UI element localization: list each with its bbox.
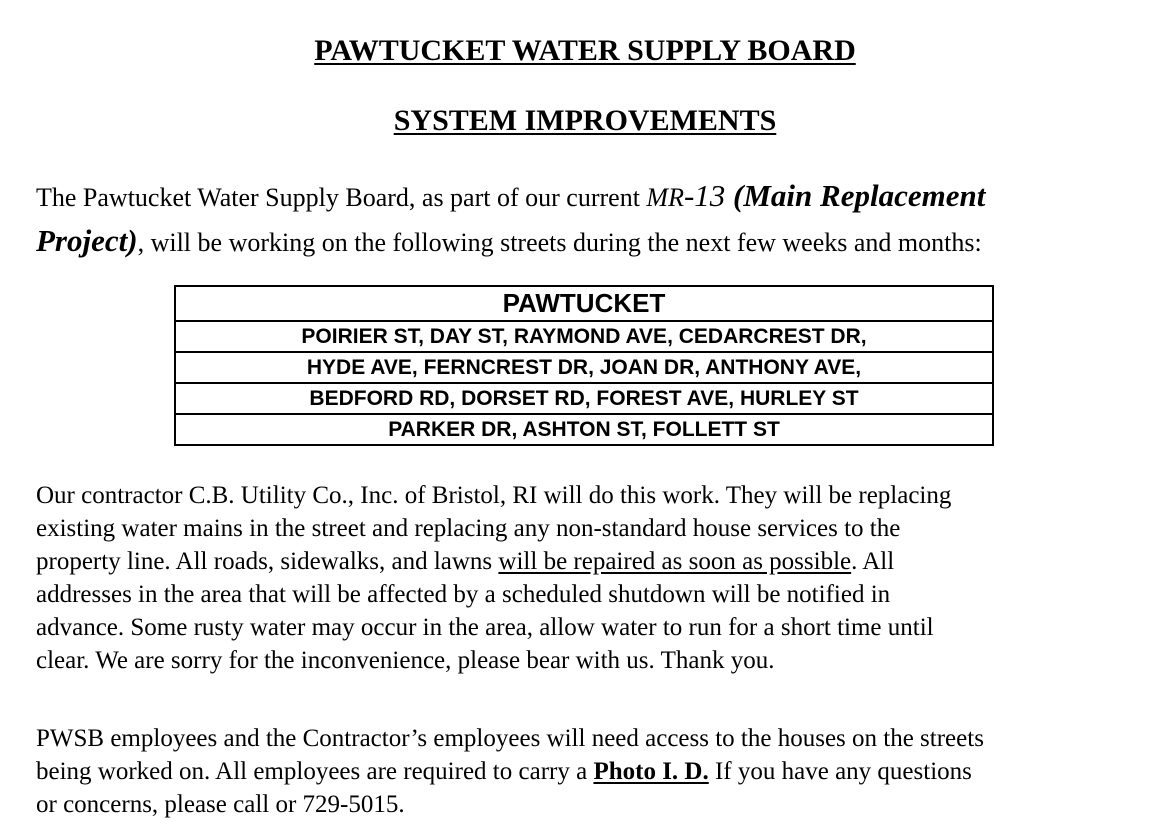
text-fragment: property line. All roads, sidewalks, and lawns	[36, 548, 499, 575]
repair-commitment-underlined: will be repaired as soon as possible	[498, 548, 852, 575]
text-fragment: . All	[851, 548, 895, 575]
text-line	[36, 755, 1146, 788]
street-list-row: PARKER DR, ASHTON ST, FOLLETT ST	[175, 414, 993, 445]
text-fragment: If you have any questions	[708, 758, 972, 785]
intro-text-end: , will be working on the following streets during the next few weeks and months:	[137, 228, 982, 257]
text-line: existing water mains in the street and replacing any non-standard house services to the	[36, 515, 901, 542]
text-line: clear. We are sorry for the inconvenience, please bear with us. Thank you.	[36, 647, 775, 674]
text-line: addresses in the area that will be affected by a scheduled shutdown will be notified in	[36, 581, 891, 608]
text-line: Our contractor C.B. Utility Co., Inc. of Bristol, RI will do this work. They will be replacing	[36, 482, 952, 509]
contractor-paragraph	[36, 479, 1146, 677]
text-line	[36, 545, 1146, 578]
document-subtitle: SYSTEM IMPROVEMENTS	[393, 104, 777, 137]
access-paragraph	[36, 722, 1146, 821]
intro-text-start: The Pawtucket Water Supply Board, as part of our current	[36, 183, 647, 212]
photo-id-emphasis: Photo I. D.	[593, 758, 709, 785]
streets-table-header-row	[175, 286, 993, 321]
contact-phone-line: or concerns, please call or 729-5015.	[36, 791, 405, 818]
street-list-row: POIRIER ST, DAY ST, RAYMOND AVE, CEDARCREST DR,	[175, 321, 993, 352]
project-code-number: -13	[683, 178, 726, 213]
text-line: advance. Some rusty water may occur in the area, allow water to run for a short time until	[36, 614, 934, 641]
text-line: PWSB employees and the Contractor’s employees will need access to the houses on the streets	[36, 725, 984, 752]
streets-table	[174, 285, 994, 446]
project-code-prefix: MR	[646, 183, 684, 212]
table-row	[175, 414, 993, 445]
table-row	[175, 321, 993, 352]
text-fragment: being worked on. All employees are required to carry a	[36, 758, 594, 785]
project-name-part2: Project)	[36, 223, 138, 258]
streets-table-header: PAWTUCKET	[175, 286, 993, 321]
table-row	[175, 383, 993, 414]
street-list-row: HYDE AVE, FERNCREST DR, JOAN DR, ANTHONY AVE,	[175, 352, 993, 383]
table-row	[175, 352, 993, 383]
street-list-row: BEDFORD RD, DORSET RD, FOREST AVE, HURLEY ST	[175, 383, 993, 414]
intro-paragraph	[36, 174, 1146, 264]
project-name-part1: (Main Replacement	[725, 178, 986, 213]
document-title: PAWTUCKET WATER SUPPLY BOARD	[314, 34, 856, 67]
